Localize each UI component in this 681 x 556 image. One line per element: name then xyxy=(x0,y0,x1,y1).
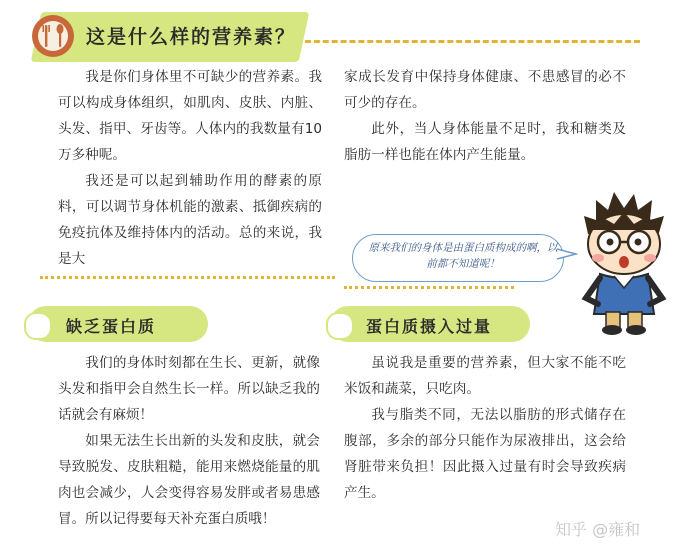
section-excess-body xyxy=(344,350,626,506)
intro-left-column xyxy=(58,64,322,272)
plate-fork-spoon-icon xyxy=(30,13,76,63)
watermark: 知乎 @雍和 xyxy=(555,520,641,539)
intro-paragraph: 家成长发育中保持身体健康、不患感冒的必不可少的存在。 xyxy=(344,69,626,111)
section-deficiency-body xyxy=(58,350,320,532)
intro-paragraph: 我还是可以起到辅助作用的酵素的原料，可以调节身体机能的激素、抵御疾病的免疫抗体及维持体内的活动。总的来说，我是大 xyxy=(58,173,322,267)
section-deficiency-title: 缺乏蛋白质 xyxy=(66,317,157,336)
section-excess-title: 蛋白质摄入过量 xyxy=(366,317,493,336)
section-paragraph: 我们的身体时刻都在生长、更新，就像头发和指甲会自然生长一样。所以缺乏我的话就会有麻烦！ xyxy=(58,355,320,423)
speech-bubble-text: 原来我们的身体是由蛋白质构成的啊，以前都不知道呢！ xyxy=(368,242,558,270)
bullet-dot-icon xyxy=(326,312,354,340)
intro-paragraph: 此外，当人身体能量不足时，我和糖类及脂肪一样也能在体内产生能量。 xyxy=(344,121,626,163)
section-paragraph: 如果无法生长出新的头发和皮肤，就会导致脱发、皮肤粗糙，能用来燃烧能量的肌肉也会减少，人会变得容易发胖或者易患感冒。所以记得要每天补充蛋白质哦！ xyxy=(58,433,320,527)
section-divider xyxy=(344,286,514,289)
bullet-dot-icon xyxy=(24,312,52,340)
intro-paragraph: 我是你们身体里不可缺少的营养素。我可以构成身体组织，如肌肉、皮肤、内脏、头发、指甲、牙齿等。人体内的我数量有10万多种呢。 xyxy=(58,69,322,163)
page-title: 这是什么样的营养素？ xyxy=(86,26,297,48)
section-divider xyxy=(40,276,335,279)
header-divider xyxy=(305,40,640,43)
section-paragraph: 我与脂类不同，无法以脂肪的形式储存在腹部，多余的部分只能作为尿液排出，这会给肾脏带来负担！因此摄入过量有时会导致疾病产生。 xyxy=(344,407,626,501)
section-paragraph: 虽说我是重要的营养素，但大家不能不吃米饭和蔬菜，只吃肉。 xyxy=(344,355,626,397)
intro-right-column xyxy=(344,64,626,168)
boy-character-illustration xyxy=(574,186,674,340)
